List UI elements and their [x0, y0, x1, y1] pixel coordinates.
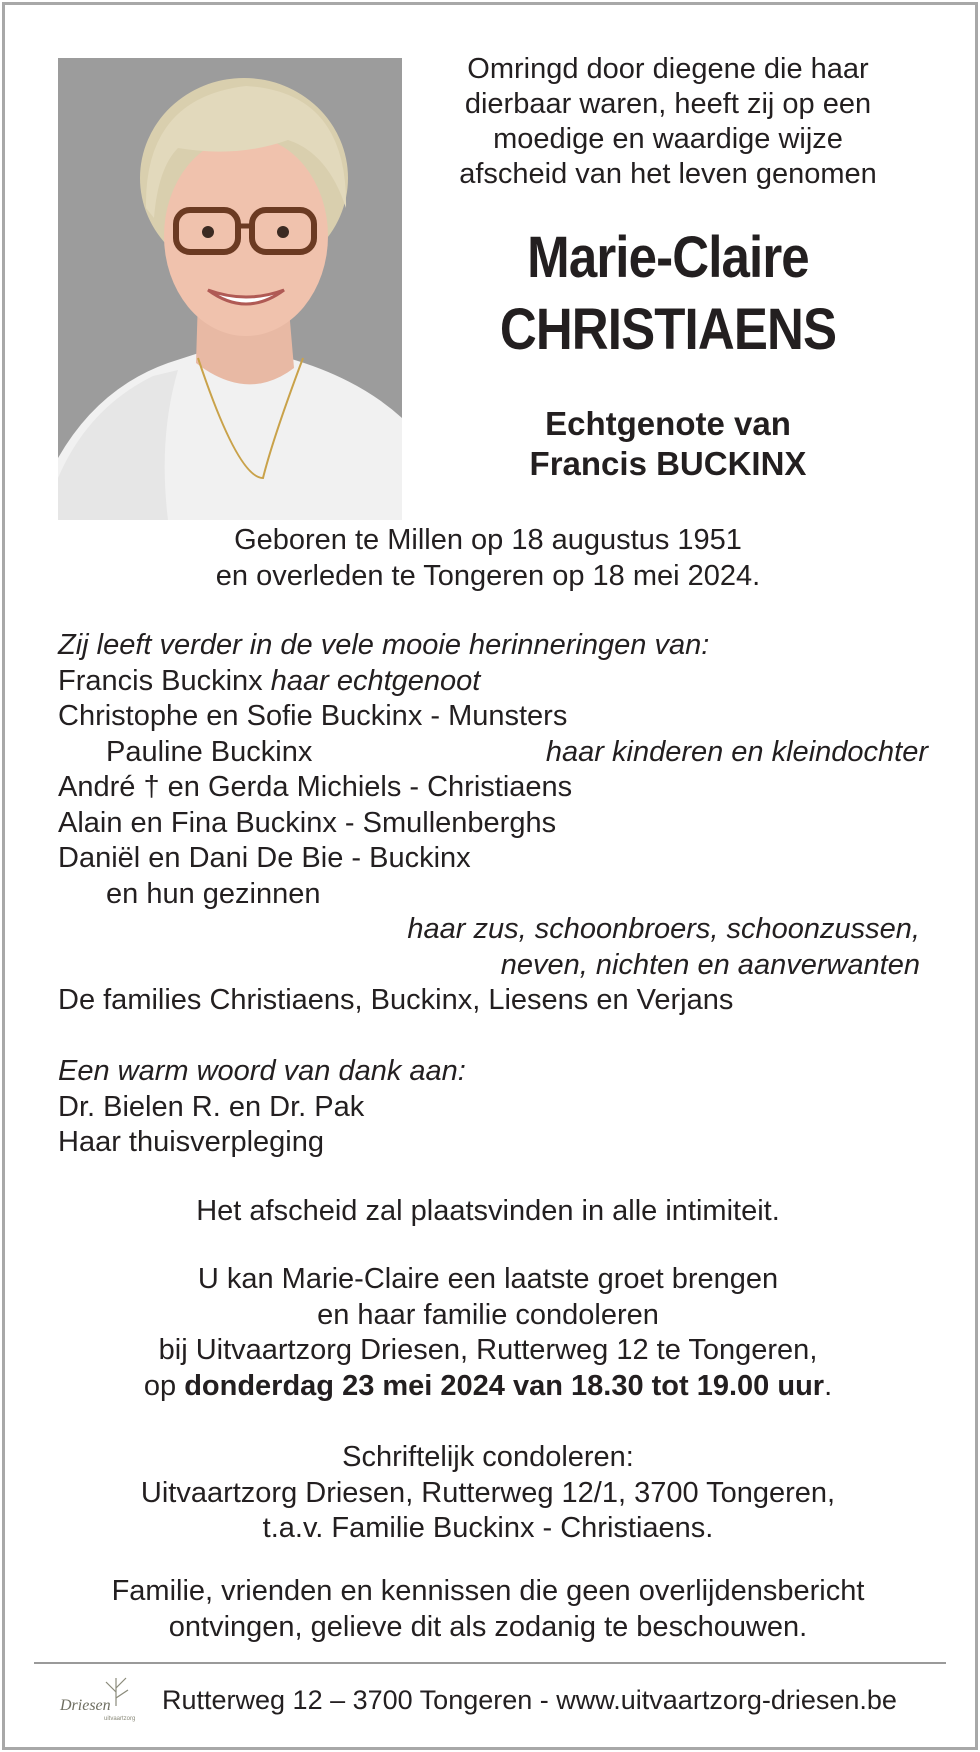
family-line: André † en Gerda Michiels - Christiaens [58, 771, 573, 803]
family-heading: Zij leeft verder in de vele mooie herinneringen van: [58, 629, 710, 661]
visit-line: U kan Marie-Claire een laatste groet brengen [197, 1263, 779, 1295]
written-line: Schriftelijk condoleren: [342, 1441, 634, 1473]
family-line: Daniël en Dani De Bie - Buckinx [58, 842, 471, 874]
visit-line: en haar familie condoleren [317, 1298, 659, 1331]
logo-subtext: uitvaartzorg [104, 1716, 136, 1722]
family-role: haar zus, schoonbroers, schoonzussen, [407, 913, 920, 945]
visit-date-time: donderdag 23 mei 2024 van 18.30 tot 19.00 uur [184, 1369, 825, 1402]
family-line: Alain en Fina Buckinx - Smullenberghs [58, 806, 557, 839]
deceased-name [448, 222, 888, 366]
family-line: De families Christiaens, Buckinx, Liesens en Verjans [58, 984, 734, 1016]
footer-address: Rutterweg 12 – 3700 Tongeren - www.uitvaartzorg-driesen.be [162, 1685, 897, 1715]
spouse-line: Echtgenote van [545, 405, 791, 442]
driesen-logo [58, 1670, 144, 1726]
thanks-heading: Een warm woord van dank aan: [58, 1055, 466, 1087]
family-line: en hun gezinnen [106, 877, 321, 910]
family-member: Francis Buckinx [58, 664, 263, 697]
family-line [58, 664, 938, 700]
written-condolence-section [58, 1440, 918, 1547]
visit-line: bij Uitvaartzorg Driesen, Rutterweg 12 te Tongeren, [158, 1334, 818, 1366]
thanks-line: Dr. Bielen R. en Dr. Pak [58, 1090, 365, 1123]
family-line [58, 735, 928, 771]
family-section [58, 628, 938, 1019]
family-role: haar echtgenoot [270, 664, 481, 697]
written-line: t.a.v. Familie Buckinx - Christiaens. [262, 1512, 714, 1544]
intro-line: afscheid van het leven genomen [459, 158, 877, 190]
intro-line: dierbaar waren, heeft zij op een [464, 88, 872, 120]
family-member: Pauline Buckinx [106, 735, 313, 768]
visit-section [58, 1262, 918, 1404]
death-line: en overleden te Tongeren op 18 mei 2024. [215, 560, 761, 592]
visit-line [58, 1369, 918, 1405]
farewell-section [58, 1194, 918, 1230]
intro-text [418, 52, 918, 192]
birth-death-info [58, 522, 918, 594]
visit-prefix: op [143, 1369, 185, 1402]
notice-line: Familie, vrienden en kennissen die geen overlijdensbericht [111, 1575, 865, 1607]
portrait-photo [58, 58, 402, 520]
thanks-line: Haar thuisverpleging [58, 1126, 324, 1158]
visit-suffix: . [824, 1369, 833, 1402]
intro-line: Omringd door diegene die haar [467, 53, 869, 85]
spouse-info [418, 404, 918, 484]
notice-line: ontvingen, gelieve dit als zodanig te beschouwen. [168, 1610, 808, 1643]
intro-line: moedige en waardige wijze [493, 123, 843, 155]
family-line: Christophe en Sofie Buckinx - Munsters [58, 700, 568, 732]
family-role: haar kinderen en kleindochter [545, 735, 928, 768]
thanks-section [58, 1054, 938, 1161]
notice-section [58, 1574, 918, 1645]
family-role: neven, nichten en aanverwanten [500, 948, 920, 981]
logo-text: Driesen [60, 1697, 111, 1714]
deceased-last-name: CHRISTIAENS [499, 297, 837, 362]
farewell-line: Het afscheid zal plaatsvinden in alle intimiteit. [196, 1195, 780, 1227]
spouse-line: Francis BUCKINX [529, 445, 807, 482]
birth-line: Geboren te Millen op 18 augustus 1951 [234, 524, 742, 556]
deceased-first-name: Marie-Claire [527, 225, 809, 290]
footer-divider [34, 1662, 946, 1664]
written-line: Uitvaartzorg Driesen, Rutterweg 12/1, 3700 Tongeren, [140, 1476, 836, 1509]
